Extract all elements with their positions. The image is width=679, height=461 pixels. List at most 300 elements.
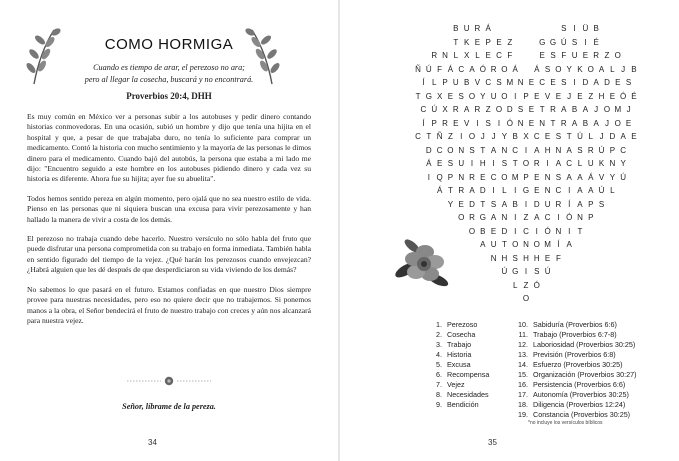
puzzle-letter[interactable]: B — [512, 199, 518, 209]
puzzle-letter[interactable]: X — [442, 105, 448, 114]
puzzle-letter[interactable]: I — [568, 226, 571, 236]
puzzle-letter[interactable]: Í — [568, 199, 571, 209]
puzzle-letter[interactable]: F — [507, 51, 513, 60]
puzzle-letter[interactable]: E — [550, 78, 556, 87]
puzzle-letter[interactable]: O — [522, 159, 530, 168]
puzzle-letter[interactable]: Ú — [598, 145, 605, 155]
puzzle-letter[interactable]: X — [463, 51, 470, 60]
puzzle-letter[interactable]: Ú — [425, 64, 432, 74]
puzzle-letter[interactable]: R — [550, 105, 556, 114]
puzzle-letter[interactable]: P — [609, 145, 616, 155]
puzzle-letter[interactable]: E — [625, 118, 632, 128]
puzzle-letter[interactable]: R — [469, 213, 475, 222]
puzzle-letter[interactable]: A — [577, 199, 583, 209]
puzzle-letter[interactable]: I — [492, 186, 495, 195]
puzzle-letter[interactable]: A — [534, 213, 540, 222]
puzzle-letter[interactable] — [515, 36, 526, 50]
puzzle-letter[interactable] — [515, 49, 526, 63]
puzzle-letter[interactable]: C — [544, 213, 551, 222]
puzzle-letter[interactable]: A — [534, 145, 540, 155]
puzzle-letter[interactable] — [526, 49, 537, 63]
puzzle-letter[interactable]: E — [490, 226, 497, 236]
puzzle-letter[interactable]: I — [514, 213, 517, 222]
puzzle-letter[interactable]: G — [425, 91, 432, 101]
puzzle-letter[interactable]: N — [544, 172, 551, 182]
puzzle-letter[interactable]: Ó — [544, 226, 551, 236]
puzzle-letter[interactable]: G — [522, 186, 530, 195]
puzzle-letter[interactable]: C — [420, 105, 427, 114]
puzzle-letter[interactable] — [526, 22, 537, 36]
puzzle-letter[interactable]: D — [469, 199, 475, 209]
puzzle-letter[interactable]: H — [598, 91, 605, 101]
puzzle-letter[interactable]: D — [479, 186, 486, 195]
puzzle-letter[interactable]: I — [584, 37, 587, 47]
puzzle-letter[interactable]: T — [501, 240, 507, 249]
puzzle-letter[interactable]: N — [555, 226, 562, 236]
puzzle-letter[interactable]: S — [555, 132, 562, 141]
puzzle-letter[interactable]: S — [571, 37, 578, 47]
puzzle-letter[interactable]: Á — [447, 64, 454, 74]
puzzle-letter[interactable]: S — [458, 91, 464, 101]
puzzle-letter[interactable]: I — [535, 226, 538, 236]
puzzle-letter[interactable]: N — [555, 145, 562, 155]
puzzle-letter[interactable]: C — [496, 51, 502, 60]
puzzle-letter[interactable]: D — [425, 145, 432, 155]
puzzle-letter[interactable]: O — [512, 240, 519, 249]
puzzle-letter[interactable]: Z — [604, 51, 610, 60]
puzzle-letter[interactable]: E — [615, 78, 621, 87]
puzzle-letter[interactable]: U — [587, 159, 594, 168]
puzzle-letter[interactable]: J — [621, 64, 626, 74]
puzzle-letter[interactable]: T — [447, 186, 453, 195]
puzzle-letter[interactable]: A — [480, 240, 486, 249]
puzzle-letter[interactable]: M — [506, 78, 514, 87]
puzzle-letter[interactable]: P — [442, 78, 448, 87]
puzzle-letter[interactable]: E — [534, 172, 540, 182]
puzzle-letter[interactable]: C — [512, 145, 519, 155]
puzzle-letter[interactable]: N — [517, 78, 524, 87]
puzzle-letter[interactable]: I — [492, 159, 495, 168]
puzzle-letter[interactable]: U — [544, 199, 551, 209]
puzzle-letter[interactable]: É — [631, 91, 637, 101]
puzzle-letter[interactable]: A — [620, 132, 626, 141]
puzzle-letter[interactable]: E — [528, 118, 535, 128]
puzzle-letter[interactable]: A — [463, 105, 470, 114]
puzzle-letter[interactable]: S — [517, 105, 524, 114]
puzzle-letter[interactable]: V — [598, 172, 605, 182]
puzzle-letter[interactable]: C — [539, 78, 546, 87]
puzzle-letter[interactable]: J — [567, 91, 572, 101]
puzzle-letter[interactable]: O — [458, 213, 465, 222]
puzzle-letter[interactable]: O — [501, 64, 508, 74]
puzzle-letter[interactable]: B — [593, 24, 599, 33]
puzzle-letter[interactable]: N — [501, 213, 508, 222]
puzzle-letter[interactable]: S — [550, 51, 556, 60]
puzzle-letter[interactable]: M — [544, 240, 551, 249]
puzzle-letter[interactable]: Á — [485, 24, 491, 33]
puzzle-letter[interactable]: R — [490, 64, 497, 74]
puzzle-letter[interactable]: H — [544, 145, 551, 155]
puzzle-letter[interactable]: E — [609, 91, 616, 101]
puzzle-letter[interactable]: T — [453, 37, 459, 47]
puzzle-letter[interactable]: Z — [507, 37, 513, 47]
puzzle-letter[interactable]: A — [469, 64, 475, 74]
puzzle-letter[interactable]: G — [549, 37, 557, 47]
puzzle-letter[interactable]: F — [561, 51, 567, 60]
puzzle-letter[interactable] — [521, 63, 532, 77]
puzzle-letter[interactable]: E — [555, 91, 562, 101]
puzzle-letter[interactable]: E — [534, 186, 540, 195]
puzzle-letter[interactable]: A — [490, 213, 497, 222]
puzzle-letter[interactable]: I — [573, 24, 576, 33]
puzzle-letter[interactable]: I — [524, 145, 528, 155]
puzzle-letter[interactable]: J — [626, 105, 631, 114]
puzzle-letter[interactable]: I — [557, 213, 560, 222]
puzzle-letter[interactable]: Á — [436, 186, 443, 195]
puzzle-letter[interactable]: Í — [557, 240, 560, 249]
puzzle-letter[interactable]: C — [523, 226, 529, 236]
puzzle-letter[interactable]: R — [458, 186, 465, 195]
puzzle-letter[interactable]: S — [485, 118, 491, 128]
puzzle-letter[interactable]: S — [598, 199, 605, 209]
puzzle-letter[interactable]: R — [593, 51, 600, 60]
puzzle-letter[interactable]: N — [577, 213, 583, 222]
puzzle-letter[interactable]: I — [573, 78, 576, 87]
puzzle-letter[interactable]: Y — [480, 91, 486, 101]
puzzle-letter[interactable]: E — [534, 91, 540, 101]
puzzle-letter[interactable]: V — [474, 78, 481, 87]
puzzle-letter[interactable]: S — [490, 199, 497, 209]
puzzle-letter[interactable]: K — [577, 64, 583, 74]
puzzle-letter[interactable]: C — [555, 186, 562, 195]
puzzle-letter[interactable]: F — [555, 253, 561, 263]
puzzle-letter[interactable]: A — [469, 186, 475, 195]
puzzle-letter[interactable]: S — [544, 64, 551, 74]
puzzle-letter[interactable]: O — [522, 294, 530, 303]
puzzle-letter[interactable]: R — [452, 105, 459, 114]
puzzle-letter[interactable]: T — [577, 226, 583, 236]
puzzle-letter[interactable]: R — [431, 51, 438, 60]
puzzle-letter[interactable]: D — [533, 199, 540, 209]
puzzle-letter[interactable]: L — [577, 159, 583, 168]
puzzle-letter[interactable] — [526, 36, 537, 50]
puzzle-letter[interactable]: E — [544, 132, 551, 141]
puzzle-letter[interactable]: I — [514, 186, 517, 195]
puzzle-letter[interactable]: I — [427, 172, 430, 182]
puzzle-letter[interactable]: É — [593, 37, 599, 47]
puzzle-letter[interactable]: T — [512, 159, 518, 168]
puzzle-letter[interactable]: T — [426, 132, 432, 141]
puzzle-letter[interactable]: I — [514, 91, 517, 101]
puzzle-letter[interactable]: P — [485, 37, 491, 47]
puzzle-letter[interactable]: Á — [426, 159, 432, 168]
puzzle-letter[interactable]: Ó — [506, 118, 513, 128]
puzzle-letter[interactable]: Á — [588, 172, 594, 182]
puzzle-letter[interactable]: B — [582, 118, 589, 128]
puzzle-letter[interactable]: Ú — [544, 267, 551, 276]
puzzle-letter[interactable]: R — [474, 24, 481, 33]
puzzle-letter[interactable]: A — [490, 145, 497, 155]
puzzle-letter[interactable]: Ú — [560, 37, 567, 47]
puzzle-letter[interactable]: P — [588, 213, 594, 222]
puzzle-letter[interactable]: D — [609, 132, 616, 141]
puzzle-letter[interactable]: S — [447, 159, 454, 168]
puzzle-letter[interactable]: I — [546, 159, 549, 168]
puzzle-letter[interactable]: Z — [523, 213, 529, 222]
puzzle-letter[interactable]: Í — [422, 78, 425, 87]
puzzle-letter[interactable]: T — [480, 145, 486, 155]
puzzle-letter[interactable]: E — [577, 91, 583, 101]
puzzle-letter[interactable]: E — [528, 78, 535, 87]
puzzle-letter[interactable]: E — [480, 172, 486, 182]
puzzle-letter[interactable]: I — [460, 132, 463, 141]
puzzle-letter[interactable]: Ó — [533, 280, 540, 290]
puzzle-letter[interactable]: G — [479, 213, 486, 222]
puzzle-letter[interactable] — [504, 22, 515, 36]
puzzle-letter[interactable]: J — [491, 132, 496, 141]
puzzle-letter[interactable]: I — [524, 267, 528, 276]
puzzle-letter[interactable]: S — [561, 24, 567, 33]
puzzle-letter[interactable]: X — [523, 132, 529, 141]
puzzle-letter[interactable]: O — [468, 226, 476, 236]
puzzle-letter[interactable]: A — [598, 64, 605, 74]
puzzle-letter[interactable]: I — [524, 199, 528, 209]
puzzle-letter[interactable]: R — [587, 145, 594, 155]
puzzle-letter[interactable]: S — [625, 78, 632, 87]
puzzle-letter[interactable]: Ñ — [436, 132, 443, 141]
puzzle-letter[interactable]: C — [415, 132, 421, 141]
puzzle-letter[interactable]: M — [614, 105, 622, 114]
puzzle-letter[interactable]: E — [453, 118, 459, 128]
puzzle-letter[interactable]: Ñ — [415, 64, 421, 74]
puzzle-letter[interactable]: Í — [422, 118, 425, 128]
puzzle-letter[interactable]: Y — [501, 132, 508, 141]
puzzle-letter[interactable]: V — [544, 91, 551, 101]
puzzle-letter[interactable]: Ú — [598, 186, 605, 195]
puzzle-letter[interactable]: S — [561, 78, 567, 87]
puzzle-letter[interactable]: S — [577, 145, 583, 155]
puzzle-letter[interactable]: L — [512, 280, 518, 290]
puzzle-letter[interactable]: A — [582, 105, 589, 114]
puzzle-letter[interactable] — [548, 22, 559, 36]
puzzle-letter[interactable]: R — [560, 118, 567, 128]
puzzle-letter[interactable]: O — [603, 105, 611, 114]
puzzle-letter[interactable]: S — [501, 159, 508, 168]
puzzle-letter[interactable]: U — [571, 51, 578, 60]
puzzle-letter[interactable]: Z — [447, 132, 453, 141]
puzzle-letter[interactable]: E — [485, 51, 491, 60]
puzzle-letter[interactable]: A — [566, 240, 572, 249]
puzzle-letter[interactable]: A — [501, 199, 508, 209]
puzzle-letter[interactable]: N — [544, 186, 551, 195]
puzzle-letter[interactable]: R — [533, 159, 540, 168]
puzzle-letter[interactable]: R — [442, 118, 448, 128]
puzzle-letter[interactable]: U — [490, 91, 497, 101]
puzzle-letter[interactable]: Á — [534, 64, 540, 74]
puzzle-letter[interactable]: I — [497, 118, 501, 128]
puzzle-letter[interactable]: A — [555, 159, 562, 168]
puzzle-letter[interactable]: I — [470, 159, 474, 168]
puzzle-letter[interactable]: Z — [588, 91, 594, 101]
puzzle-letter[interactable]: B — [631, 64, 637, 74]
puzzle-letter[interactable]: C — [620, 145, 627, 155]
puzzle-letter[interactable]: Z — [523, 280, 529, 290]
puzzle-letter[interactable]: Y — [447, 199, 454, 209]
puzzle-letter[interactable]: L — [588, 132, 593, 141]
puzzle-letter[interactable] — [494, 22, 505, 36]
puzzle-letter[interactable]: P — [447, 172, 454, 182]
puzzle-letter[interactable]: A — [593, 118, 599, 128]
puzzle-letter[interactable]: Ó — [479, 64, 486, 74]
puzzle-letter[interactable]: R — [474, 105, 481, 114]
puzzle-letter[interactable]: C — [458, 64, 465, 74]
puzzle-letter[interactable]: Ó — [620, 91, 627, 101]
puzzle-letter[interactable]: E — [528, 105, 535, 114]
puzzle-letter[interactable]: B — [571, 105, 578, 114]
puzzle-letter[interactable]: B — [463, 78, 470, 87]
puzzle-letter[interactable]: Y — [620, 159, 626, 168]
puzzle-letter[interactable]: O — [533, 240, 540, 249]
puzzle-letter[interactable]: U — [458, 159, 465, 168]
puzzle-letter[interactable]: E — [631, 132, 637, 141]
puzzle-letter[interactable]: J — [604, 118, 609, 128]
puzzle-letter[interactable]: N — [458, 172, 465, 182]
puzzle-letter[interactable]: H — [479, 159, 486, 168]
puzzle-letter[interactable]: B — [453, 24, 459, 33]
puzzle-letter[interactable]: N — [609, 159, 616, 168]
puzzle-letter[interactable]: I — [476, 118, 479, 128]
puzzle-letter[interactable]: P — [431, 118, 437, 128]
puzzle-letter[interactable]: Ú — [577, 132, 583, 141]
puzzle-letter[interactable]: S — [496, 78, 502, 87]
puzzle-letter[interactable]: X — [436, 91, 443, 101]
puzzle-letter[interactable]: O — [555, 64, 562, 74]
puzzle-letter[interactable]: P — [523, 172, 529, 182]
puzzle-letter[interactable]: Ú — [501, 267, 508, 276]
puzzle-letter[interactable]: U — [452, 78, 459, 87]
puzzle-letter[interactable]: B — [512, 132, 518, 141]
puzzle-letter[interactable]: L — [610, 64, 615, 74]
puzzle-letter[interactable]: J — [594, 105, 599, 114]
puzzle-letter[interactable]: Z — [485, 105, 491, 114]
puzzle-letter[interactable]: H — [533, 253, 540, 263]
puzzle-letter[interactable]: O — [495, 105, 503, 114]
puzzle-letter[interactable]: I — [568, 186, 571, 195]
puzzle-letter[interactable]: R — [469, 172, 475, 182]
puzzle-letter[interactable]: Ú — [431, 105, 438, 114]
puzzle-letter[interactable]: N — [490, 253, 497, 263]
puzzle-letter[interactable]: N — [501, 145, 508, 155]
puzzle-letter[interactable] — [515, 22, 526, 36]
puzzle-letter[interactable]: N — [442, 51, 448, 60]
puzzle-letter[interactable]: Ü — [582, 24, 589, 33]
puzzle-letter[interactable]: Ó — [566, 213, 573, 222]
puzzle-letter[interactable]: M — [511, 172, 519, 182]
puzzle-letter[interactable]: S — [469, 145, 475, 155]
puzzle-letter[interactable]: G — [512, 267, 519, 276]
puzzle-letter[interactable]: N — [458, 145, 465, 155]
puzzle-letter[interactable]: A — [577, 186, 583, 195]
puzzle-letter[interactable]: E — [539, 51, 545, 60]
puzzle-letter[interactable]: H — [501, 253, 508, 263]
puzzle-letter[interactable]: A — [566, 172, 572, 182]
puzzle-letter[interactable]: S — [534, 267, 540, 276]
puzzle-letter[interactable]: K — [598, 159, 605, 168]
puzzle-letter[interactable]: A — [566, 145, 572, 155]
puzzle-letter[interactable]: L — [502, 186, 507, 195]
puzzle-letter[interactable]: A — [577, 172, 583, 182]
puzzle-letter[interactable]: S — [512, 253, 518, 263]
puzzle-letter[interactable]: Y — [566, 64, 572, 74]
puzzle-letter[interactable]: Á — [512, 64, 518, 74]
puzzle-letter[interactable]: G — [539, 37, 546, 47]
puzzle-letter[interactable]: O — [614, 118, 621, 128]
puzzle-letter[interactable]: J — [480, 132, 485, 141]
puzzle-letter[interactable]: O — [501, 172, 508, 182]
puzzle-letter[interactable]: A — [571, 118, 578, 128]
puzzle-letter[interactable]: O — [468, 91, 476, 101]
puzzle-letter[interactable]: C — [490, 172, 497, 182]
puzzle-letter[interactable]: C — [436, 145, 443, 155]
puzzle-letter[interactable]: E — [436, 159, 443, 168]
puzzle-letter[interactable]: A — [561, 105, 567, 114]
puzzle-letter[interactable]: E — [474, 37, 481, 47]
puzzle-letter[interactable]: I — [514, 226, 517, 236]
puzzle-letter[interactable] — [537, 22, 548, 36]
puzzle-letter[interactable]: D — [604, 78, 610, 87]
puzzle-letter[interactable]: D — [501, 226, 508, 236]
puzzle-letter[interactable]: T — [415, 91, 421, 101]
puzzle-letter[interactable]: U — [463, 24, 470, 33]
puzzle-letter[interactable]: B — [480, 226, 486, 236]
puzzle-letter[interactable]: O — [587, 64, 594, 74]
puzzle-letter[interactable]: T — [550, 118, 556, 128]
puzzle-letter[interactable]: O — [501, 91, 508, 101]
puzzle-letter[interactable]: C — [485, 78, 492, 87]
puzzle-letter[interactable]: F — [437, 64, 443, 74]
puzzle-letter[interactable]: E — [496, 37, 502, 47]
puzzle-letter[interactable]: A — [588, 186, 594, 195]
puzzle-letter[interactable]: J — [599, 132, 604, 141]
puzzle-letter[interactable]: E — [447, 91, 454, 101]
puzzle-letter[interactable]: E — [458, 199, 464, 209]
puzzle-letter[interactable]: S — [555, 172, 562, 182]
puzzle-letter[interactable]: L — [610, 186, 615, 195]
puzzle-letter[interactable]: U — [490, 240, 497, 249]
puzzle-letter[interactable]: C — [533, 132, 540, 141]
puzzle-letter[interactable]: Q — [436, 172, 443, 182]
puzzle-letter[interactable]: O — [468, 132, 476, 141]
puzzle-letter[interactable]: R — [555, 199, 562, 209]
puzzle-letter[interactable]: D — [506, 105, 513, 114]
puzzle-letter[interactable]: A — [593, 78, 599, 87]
puzzle-letter[interactable]: E — [582, 51, 589, 60]
puzzle-letter[interactable]: D — [582, 78, 589, 87]
puzzle-letter[interactable]: T — [566, 132, 572, 141]
puzzle-letter[interactable]: E — [544, 253, 551, 263]
puzzle-letter[interactable]: L — [475, 51, 480, 60]
puzzle-letter[interactable]: Y — [609, 172, 616, 182]
puzzle-letter[interactable]: T — [539, 105, 545, 114]
puzzle-letter[interactable]: L — [453, 51, 459, 60]
puzzle-letter[interactable]: L — [432, 78, 437, 87]
puzzle-letter[interactable]: N — [517, 118, 524, 128]
puzzle-letter[interactable]: P — [588, 199, 594, 209]
puzzle-letter[interactable]: N — [523, 240, 529, 249]
puzzle-letter[interactable]: K — [463, 37, 470, 47]
puzzle-letter[interactable]: O — [614, 51, 621, 60]
puzzle-letter[interactable]: N — [539, 118, 546, 128]
